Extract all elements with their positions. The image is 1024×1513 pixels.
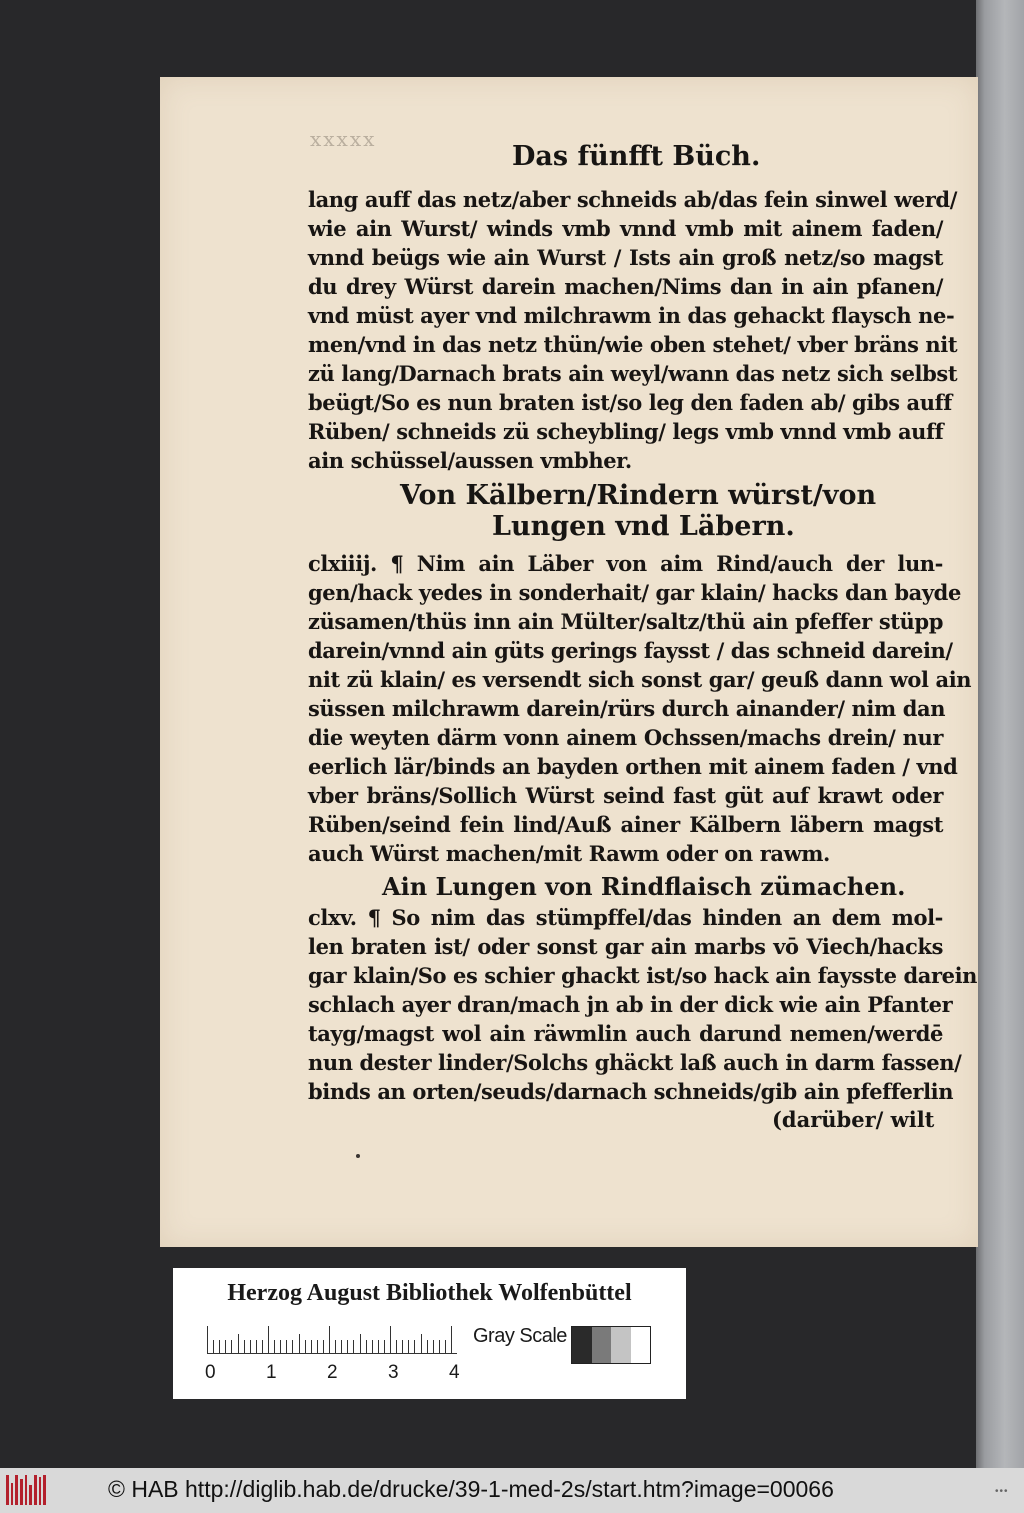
text-line: gen/hack yedes in sonderhait/ gar klain/ hacks dan bayde bbox=[308, 580, 961, 605]
ruler-tick bbox=[353, 1340, 354, 1354]
text-line: du drey Würst darein machen/Nims dan in ain pfanen/ bbox=[308, 274, 943, 299]
ruler-tick bbox=[311, 1340, 312, 1354]
logo-bar bbox=[29, 1485, 32, 1505]
ruler-tick bbox=[219, 1340, 220, 1354]
gray-patch bbox=[611, 1327, 631, 1363]
ruler-tick bbox=[445, 1340, 446, 1354]
text-line: süssen milchrawm darein/rürs durch ainander/ nim dan bbox=[308, 696, 946, 721]
ruler-tick bbox=[360, 1334, 361, 1354]
text-line: clxv. ¶ So nim das stümpffel/das hinden an dem mol- bbox=[308, 905, 943, 930]
text-line: züsamen/thüs inn ain Mülter/saltz/thü ain pfeffer stüpp bbox=[308, 609, 943, 634]
text-line: Rüben/seind fein lind/Auß ainer Kälbern läbern magst bbox=[308, 812, 943, 837]
hab-logo-icon bbox=[6, 1475, 46, 1505]
gray-patch bbox=[572, 1327, 592, 1363]
paragraph-3 bbox=[308, 903, 978, 1106]
ruler-number: 0 bbox=[205, 1362, 216, 1383]
ink-speck bbox=[356, 1154, 360, 1158]
logo-bar bbox=[15, 1475, 18, 1505]
ruler-tick bbox=[274, 1340, 275, 1354]
ruler-tick bbox=[238, 1334, 239, 1354]
text-line: darein/vnnd ain güts gerings faysst / das schneid darein/ bbox=[308, 638, 953, 663]
ruler-tick bbox=[231, 1340, 232, 1354]
ruler-tick bbox=[262, 1340, 263, 1354]
text-line: vnd müst ayer vnd milchrawm in das gehackt flaysch ne- bbox=[308, 303, 955, 328]
faded-page-number-mark: ⅹⅹⅹⅹⅹ bbox=[310, 127, 377, 151]
ruler-tick bbox=[280, 1340, 281, 1354]
library-name: Herzog August Bibliothek Wolfenbüttel bbox=[227, 1280, 632, 1306]
gray-patch bbox=[631, 1327, 651, 1363]
ruler-tick bbox=[414, 1340, 415, 1354]
text-line: nun dester linder/Solchs ghäckt laß auch in darm fassen/ bbox=[308, 1050, 962, 1075]
ruler-tick bbox=[335, 1340, 336, 1354]
gray-scale-patches bbox=[571, 1326, 651, 1364]
ruler-tick bbox=[250, 1340, 251, 1354]
text-line: lang auff das netz/aber schneids ab/das fein sinwel werd/ bbox=[308, 187, 957, 212]
logo-bar bbox=[39, 1477, 42, 1505]
ruler-tick bbox=[402, 1340, 403, 1354]
text-line: clxiiij. ¶ Nim ain Läber von aim Rind/auch der lun- bbox=[308, 551, 943, 576]
ruler-tick bbox=[329, 1326, 330, 1354]
ruler-tick bbox=[244, 1340, 245, 1354]
ruler-tick bbox=[323, 1340, 324, 1354]
paragraph-2 bbox=[308, 549, 972, 868]
text-line: gar klain/So es schier ghackt ist/so hack ain faysste darein bbox=[308, 963, 978, 988]
ruler-tick bbox=[256, 1340, 257, 1354]
logo-bar bbox=[20, 1479, 23, 1505]
text-line: ain schüssel/aussen vmbher. bbox=[308, 448, 632, 473]
ruler-tick bbox=[396, 1340, 397, 1354]
catchword: (darüber/ wilt bbox=[772, 1107, 935, 1132]
running-head: Das fünfft Büch. bbox=[512, 141, 761, 172]
ruler-tick bbox=[378, 1340, 379, 1354]
copyright-caption: © HAB http://diglib.hab.de/drucke/39-1-med-2s/start.htm?image=00066 bbox=[108, 1476, 834, 1502]
ruler-number: 2 bbox=[327, 1362, 338, 1383]
text-line: vber bräns/Sollich Würst seind fast güt auf krawt oder bbox=[308, 783, 943, 808]
ruler-tick bbox=[366, 1340, 367, 1354]
ruler-tick bbox=[372, 1340, 373, 1354]
paragraph-1 bbox=[308, 185, 958, 475]
text-line: men/vnd in das netz thün/wie oben stehet/ vber bräns nit bbox=[308, 332, 958, 357]
ruler-tick bbox=[427, 1340, 428, 1354]
ruler-tick bbox=[268, 1326, 269, 1354]
logo-bar bbox=[43, 1475, 46, 1505]
ruler-tick bbox=[225, 1340, 226, 1354]
text-line: auch Würst machen/mit Rawm oder on rawm. bbox=[308, 841, 830, 866]
measurement-ruler bbox=[207, 1324, 457, 1354]
text-line: zü lang/Darnach brats ain weyl/wann das netz sich selbst bbox=[308, 361, 958, 386]
ruler-tick bbox=[421, 1334, 422, 1354]
logo-bar bbox=[34, 1475, 37, 1505]
text-line: die weyten därm vonn ainem Ochssen/machs drein/ nur bbox=[308, 725, 943, 750]
text-line: len braten ist/ oder sonst gar ain marbs vō Viech/hacks bbox=[308, 934, 943, 959]
section-heading-3: Ain Lungen von Rindflaisch zümachen. bbox=[382, 872, 906, 901]
text-line: beügt/So es nun braten ist/so leg den faden ab/ gibs auff bbox=[308, 390, 952, 415]
ruler-tick bbox=[408, 1340, 409, 1354]
logo-bar bbox=[6, 1475, 9, 1505]
ruler-tick bbox=[433, 1340, 434, 1354]
text-line: schlach ayer dran/mach jn ab in der dick wie ain Pfanter bbox=[308, 992, 953, 1017]
ruler-tick bbox=[317, 1340, 318, 1354]
ruler-tick bbox=[207, 1326, 208, 1354]
ruler-tick bbox=[451, 1326, 452, 1354]
logo-bar bbox=[11, 1483, 14, 1505]
logo-bar bbox=[25, 1475, 28, 1505]
ruler-number: 3 bbox=[388, 1362, 399, 1383]
more-dots-icon: ••• bbox=[995, 1486, 1009, 1497]
footer-bar bbox=[0, 1468, 1024, 1513]
text-line: eerlich lär/binds an bayden orthen mit ainem faden / vnd bbox=[308, 754, 958, 779]
ruler-tick bbox=[341, 1340, 342, 1354]
book-page bbox=[160, 77, 978, 1247]
ruler-tick bbox=[347, 1340, 348, 1354]
section-heading-line-2: Lungen vnd Läbern. bbox=[492, 511, 795, 542]
text-line: vnnd beügs wie ain Wurst / Ists ain groß netz/so magst bbox=[308, 245, 943, 270]
ruler-number: 4 bbox=[449, 1362, 460, 1383]
ruler-tick bbox=[384, 1340, 385, 1354]
adjacent-page-edge bbox=[976, 0, 1024, 1468]
section-heading-line-1: Von Kälbern/Rindern würst/von bbox=[400, 480, 877, 511]
text-line: wie ain Wurst/ winds vmb vnnd vmb mit ainem faden/ bbox=[308, 216, 943, 241]
ruler-tick bbox=[213, 1340, 214, 1354]
ruler-tick bbox=[390, 1326, 391, 1354]
text-line: nit zü klain/ es versendt sich sonst gar/ geuß dann wol ain bbox=[308, 667, 972, 692]
text-line: tayg/magst wol ain räwmlin auch darund nemen/werdē bbox=[308, 1021, 943, 1046]
ruler-tick bbox=[299, 1334, 300, 1354]
ruler-number: 1 bbox=[266, 1362, 277, 1383]
ruler-tick bbox=[292, 1340, 293, 1354]
ruler-tick bbox=[305, 1340, 306, 1354]
text-line: Rüben/ schneids zü scheybling/ legs vmb vnnd vmb auff bbox=[308, 419, 944, 444]
ruler-tick bbox=[286, 1340, 287, 1354]
gray-patch bbox=[592, 1327, 612, 1363]
ruler-tick bbox=[439, 1340, 440, 1354]
gray-scale-label: Gray Scale bbox=[473, 1325, 567, 1347]
text-line: binds an orten/seuds/darnach schneids/gib ain pfefferlin bbox=[308, 1079, 954, 1104]
color-reference-card bbox=[173, 1268, 686, 1399]
